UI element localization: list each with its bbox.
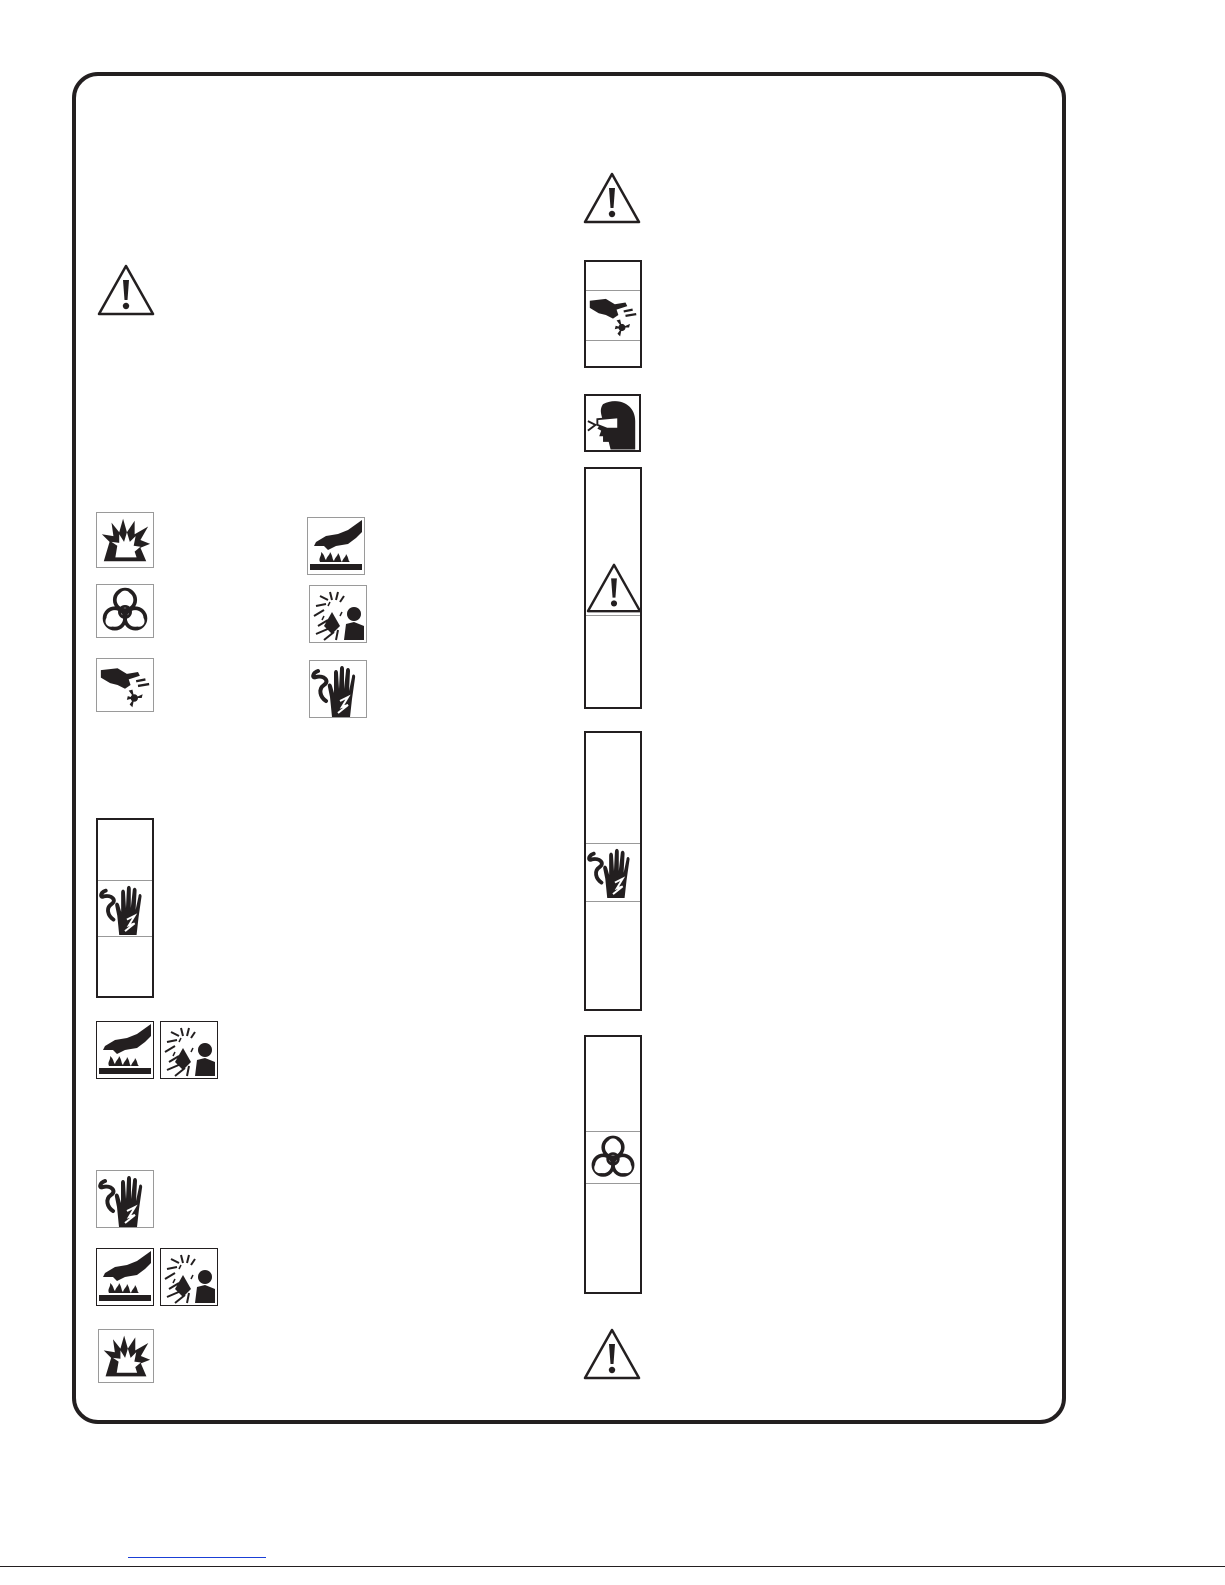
pressurized-spray-icon — [160, 1248, 218, 1306]
general-warning-panel — [584, 467, 642, 709]
moving-parts-icon — [96, 658, 154, 712]
electric-shock-warning-panel — [96, 818, 154, 998]
hot-surface-icon — [96, 1021, 154, 1079]
biohazard-warning-panel — [584, 1035, 642, 1294]
warning-triangle-icon — [96, 262, 156, 318]
hot-surface-icon — [307, 517, 365, 575]
biohazard-icon — [96, 584, 154, 638]
warning-triangle-icon — [582, 170, 642, 226]
electric-shock-icon — [309, 660, 367, 718]
electric-shock-warning-panel — [584, 731, 642, 1011]
eye-protection-icon — [584, 394, 641, 452]
moving-parts-warning-panel — [584, 260, 642, 368]
pressurized-spray-icon — [309, 585, 367, 643]
warning-triangle-icon — [585, 561, 643, 615]
electric-shock-icon — [98, 880, 152, 936]
explosion-icon — [96, 512, 154, 568]
warning-triangle-icon — [582, 1326, 642, 1382]
biohazard-icon — [586, 1133, 640, 1183]
electric-shock-icon — [96, 1170, 154, 1228]
document-frame — [72, 72, 1066, 1424]
hot-surface-icon — [96, 1248, 154, 1306]
moving-parts-icon — [586, 290, 640, 340]
pressurized-spray-icon — [160, 1021, 218, 1079]
footer-link-underline[interactable] — [128, 1557, 266, 1558]
footer-divider — [0, 1566, 1225, 1567]
electric-shock-icon — [586, 843, 640, 899]
explosion-icon — [98, 1329, 154, 1383]
